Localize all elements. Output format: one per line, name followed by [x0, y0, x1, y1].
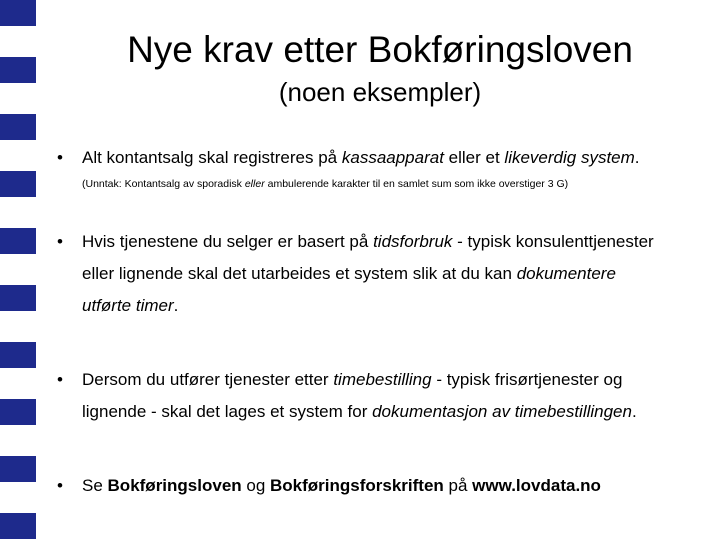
bullet-2-line-1: Hvis tjenestene du selger er basert på tidsforbruk - typisk konsulenttjenester [82, 232, 654, 251]
stripe-block [0, 513, 36, 539]
stripe-block [0, 342, 36, 368]
stripe-block [0, 114, 36, 140]
stripe-block [0, 57, 36, 83]
stripe-block [0, 285, 36, 311]
bullet-2-line-3: utførte timer. [82, 296, 179, 315]
slide-title: Nye krav etter Bokføringsloven [127, 29, 633, 70]
stripe-block [0, 171, 36, 197]
bullet-marker: • [57, 232, 63, 251]
stripe-block [0, 456, 36, 482]
bullet-1-note: (Unntak: Kontantsalg av sporadisk eller ambulerende karakter til en samlet sum som ikke overstiger 3 G) [82, 178, 569, 190]
stripe-block [0, 228, 36, 254]
bullet-marker: • [57, 148, 63, 167]
bullet-2-line-2: eller lignende skal det utarbeides et system slik at du kan dokumentere [82, 264, 616, 283]
decorative-stripe [0, 0, 36, 540]
bullet-marker: • [57, 476, 63, 495]
bullet-3-line-2: lignende - skal det lages et system for dokumentasjon av timebestillingen. [82, 402, 637, 421]
bullet-1-text: Alt kontantsalg skal registreres på kassaapparat eller et likeverdig system. [82, 148, 640, 167]
bullet-4-text: Se Bokføringsloven og Bokføringsforskriften på www.lovdata.no [82, 476, 601, 495]
stripe-block [0, 399, 36, 425]
slide-subtitle: (noen eksempler) [278, 77, 482, 107]
lovdata-link: www.lovdata.no [472, 476, 601, 495]
bullet-marker: • [57, 370, 63, 389]
stripe-block [0, 0, 36, 26]
bullet-3-line-1: Dersom du utfører tjenester etter timebestilling - typisk frisørtjenester og [82, 370, 623, 389]
